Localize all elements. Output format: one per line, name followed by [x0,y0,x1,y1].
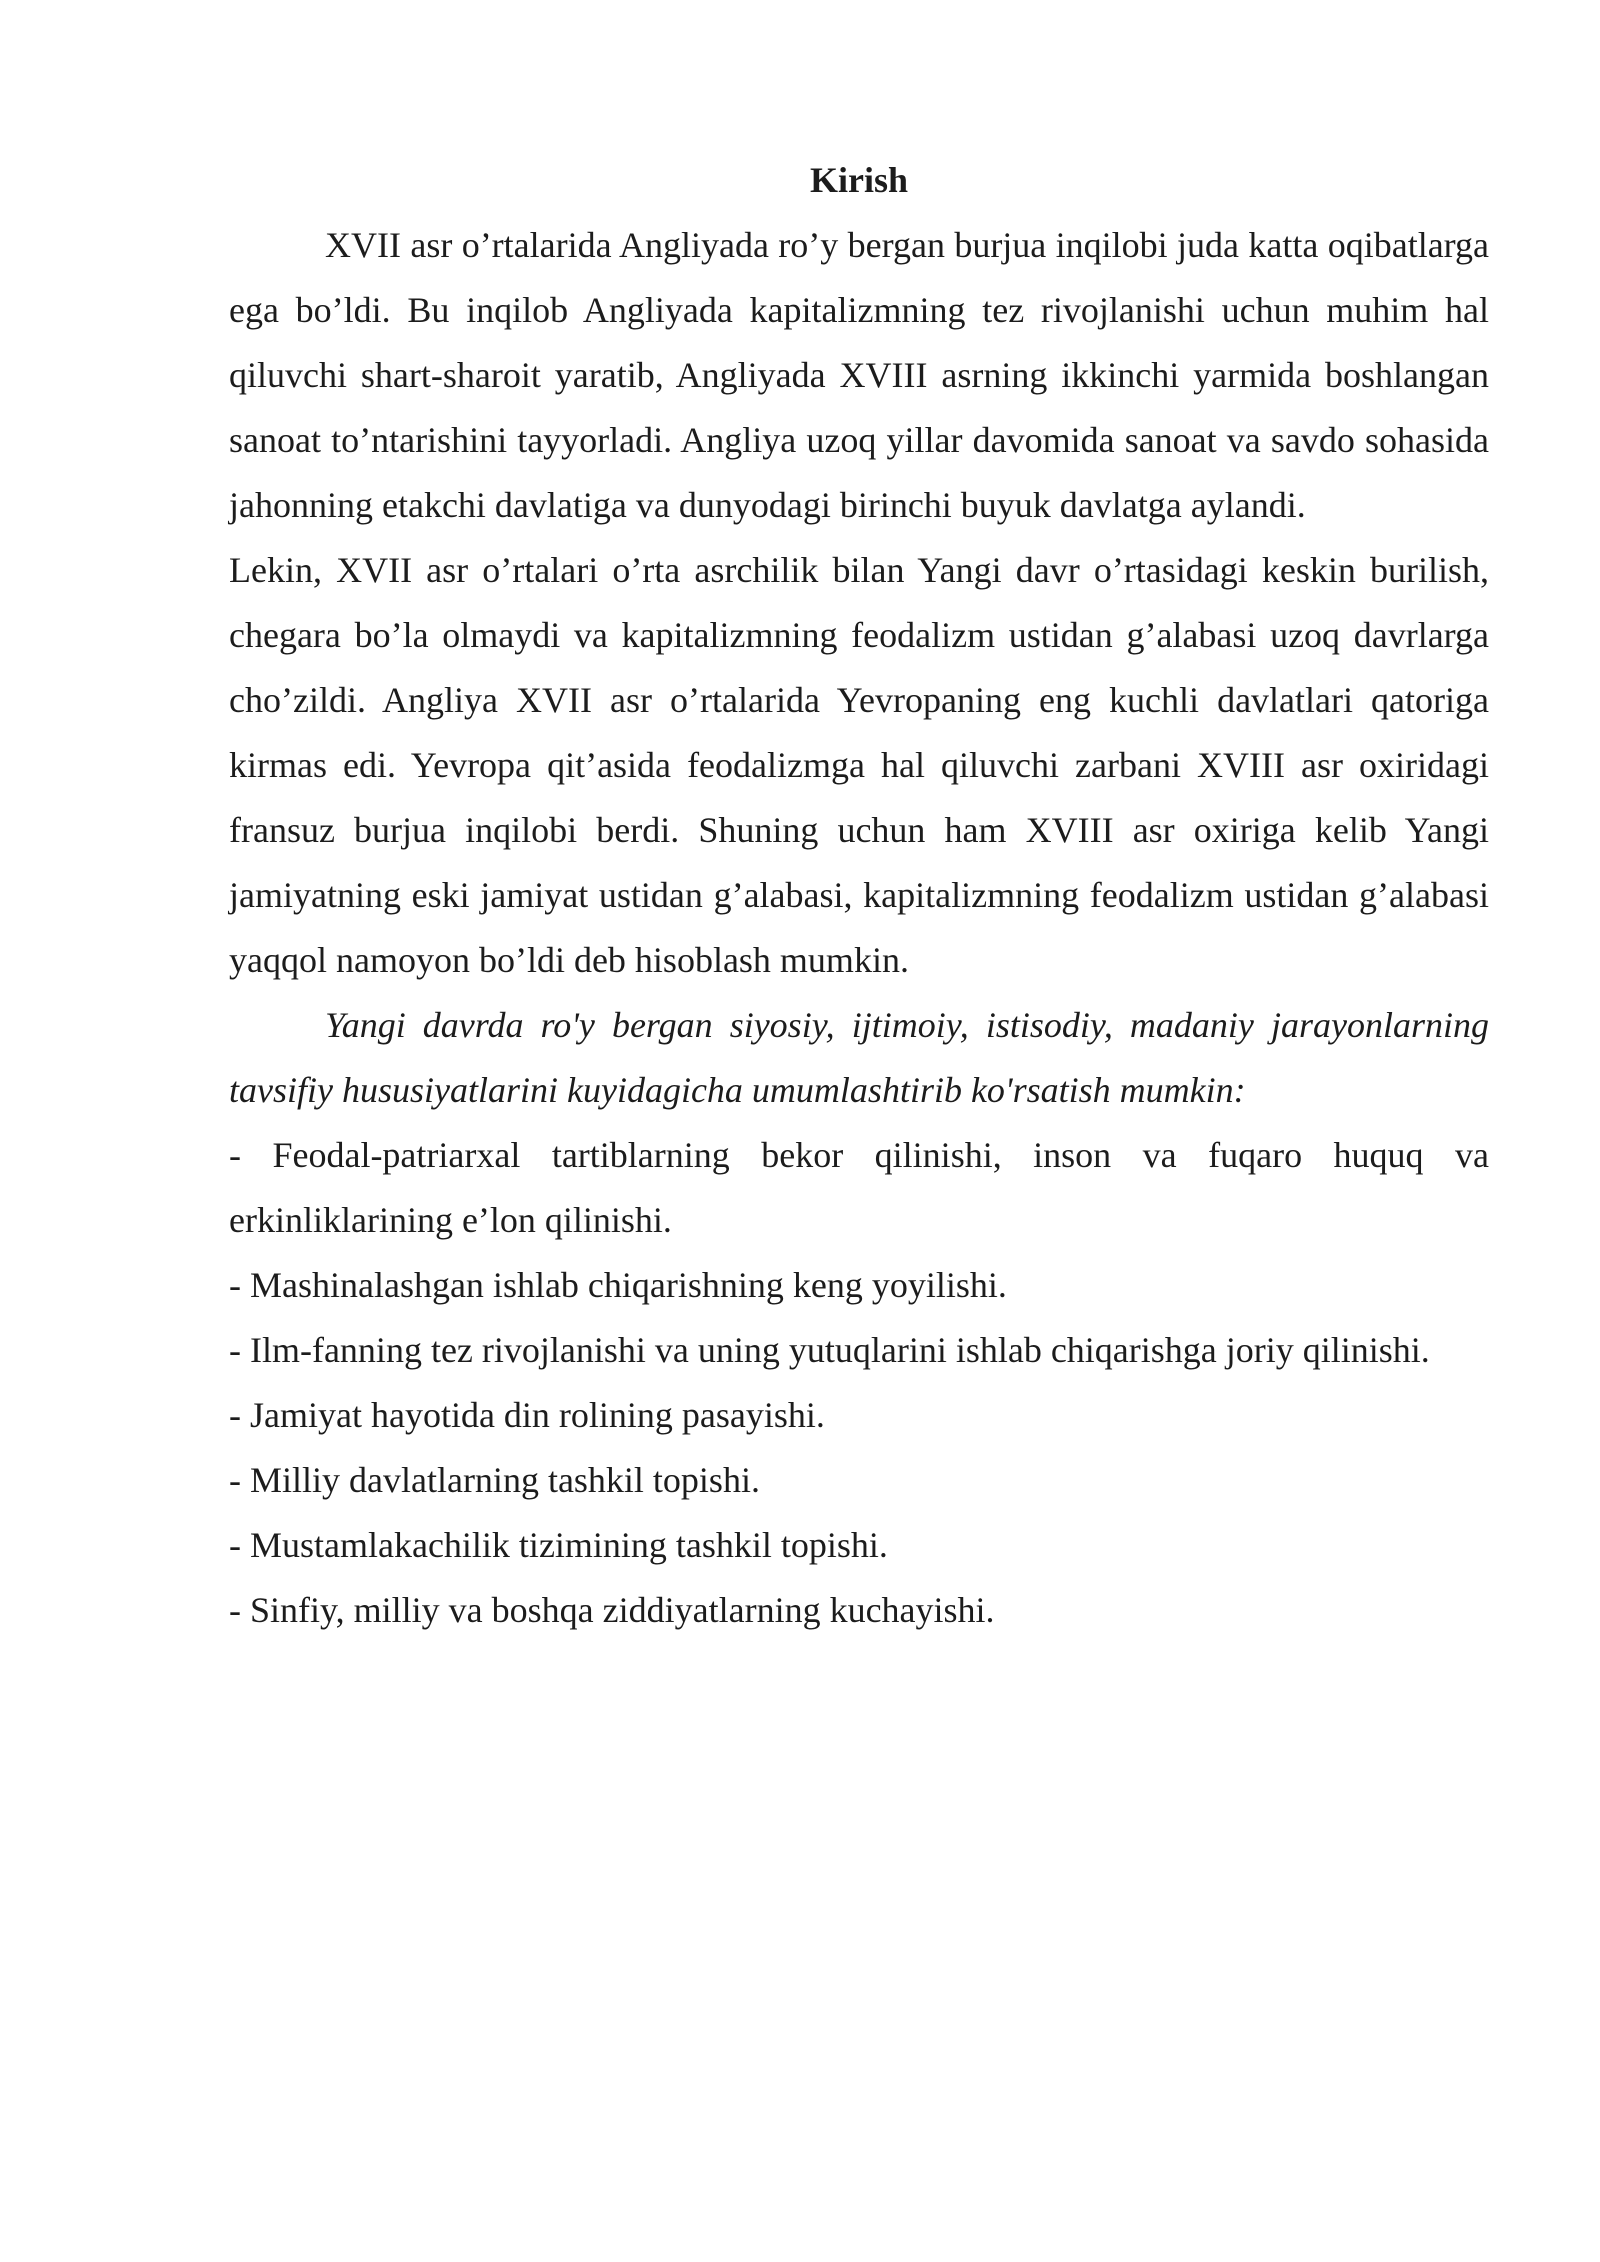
paragraph-second: Lekin, XVII asr o’rtalari o’rta asrchilik bilan Yangi davr o’rtasidagi keskin burilish, chegara bo’la olmaydi va kapitalizmning feodalizm ustidan g’alabasi uzoq davrlarga cho’zildi. Angliya XVII asr o’rtalarida Yevropaning eng kuchli davlatlari qatoriga kirmas edi. Yevropa qit’asida feodalizmga hal qiluvchi zarbani XVIII asr oxiridagi fransuz burjua inqilobi berdi. Shuning uchun ham XVIII asr oxiriga kelib Yangi jamiyatning eski jamiyat ustidan g’alabasi, kapitalizmning feodalizm ustidan g’alabasi yaqqol namoyon bo’ldi deb hisoblash mumkin. [229,550,1489,980]
list-item: - Mustamlakachilik tizimining tashkil topishi. [229,1525,888,1565]
list-item: - Milliy davlatlarning tashkil topishi. [229,1460,760,1500]
list-item: - Ilm-fanning tez rivojlanishi va uning yutuqlarini ishlab chiqarishga joriy qilinishi. [229,1330,1430,1370]
features-list [229,1123,1489,1643]
list-item: - Sinfiy, milliy va boshqa ziddiyatlarning kuchayishi. [229,1590,995,1630]
list-item: - Mashinalashgan ishlab chiqarishning keng yoyilishi. [229,1265,1007,1305]
paragraph-intro: XVII asr o’rtalarida Angliyada ro’y bergan burjua inqilobi juda katta oqibatlarga ega bo’ldi. Bu inqilob Angliyada kapitalizmning tez rivojlanishi uchun muhim hal qiluvchi shart-sharoit yaratib, Angliyada XVIII asrning ikkinchi yarmida boshlangan sanoat to’ntarishini tayyorladi. Angliya uzoq yillar davomida sanoat va savdo sohasida jahonning etakchi davlatiga va dunyodagi birinchi buyuk davlatga aylandi. [229,225,1489,525]
document-body [229,148,1489,1643]
paragraph-italic-summary: Yangi davrda ro'y bergan siyosiy, ijtimoiy, istisodiy, madaniy jarayonlarning tavsifiy hususiyatlarini kuyidagicha umumlashtirib ko'rsatish mumkin: [229,1005,1489,1110]
list-item: - Feodal-patriarxal tartiblarning bekor qilinishi, inson va fuqaro huquq va erkinliklarining e’lon qilinishi. [229,1135,1489,1240]
list-item: - Jamiyat hayotida din rolining pasayishi. [229,1395,825,1435]
page-title: Kirish [809,160,908,200]
